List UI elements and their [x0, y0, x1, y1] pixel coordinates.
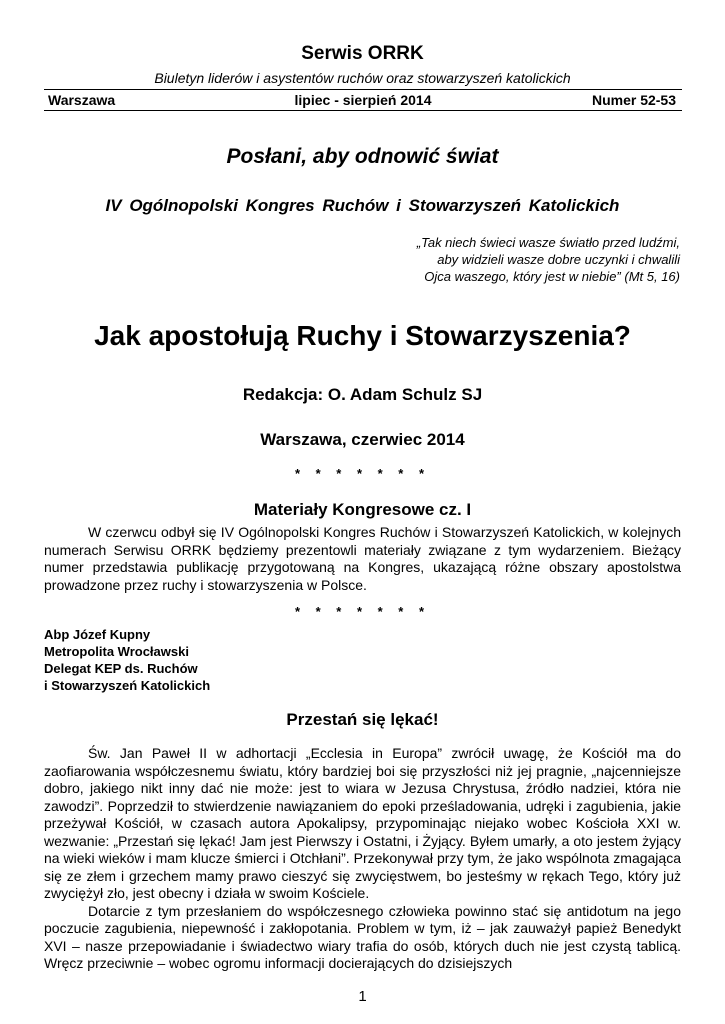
bulletin-title: Serwis ORRK [301, 43, 424, 64]
author-role: i Stowarzyszeń Katolickich [44, 678, 211, 693]
quote-line: Ojca waszego, który jest w niebie” (Mt 5, 16) [424, 269, 680, 284]
paragraph-text: Św. Jan Paweł II w adhortacji „Ecclesia in Europa” zwrócił uwagę, że Kościół ma do zaofiarowania współczesnemu światu, który bardziej boi się przyszłości niż jej pragnie, „najcenniejsze dobro, jakiego nikt inny dać nie może: jest to wiara w Jezusa Chrystusa, źródło nadziei, która nie zawodzi”. Poprzedził to stwierdzenie nawiązaniem do epoki prześladowania, udręki i zagubienia, jakie przeżywał Kościół, w czasach autora Apokalipsy, przypominając niejako wobec Kościoła XXI w. wezwanie: „Przestań się lękać! Jam jest Pierwszy i Ostatni, i Żyjący. Byłem umarły, a oto jestem żyjący na wieki wieków i mam klucze śmierci i Otchłani”. Przekonywał przy tym, że jako wspólnota zmagająca się ze złem i grzechem mamy prawo cieszyć się zwycięstwem, bo jesteśmy w rękach Tego, który już zwyciężył zło, jest obecny i działa w swoim Kościele. [44, 745, 681, 901]
bulletin-subtitle: Biuletyn liderów i asystentów ruchów oraz stowarzyszeń katolickich [154, 70, 571, 86]
quote-line: aby widzieli wasze dobre uczynki i chwalili [437, 252, 680, 267]
author-role: Delegat KEP ds. Ruchów [44, 661, 198, 676]
place-date: Warszawa, czerwiec 2014 [260, 430, 465, 449]
issue-info-bar [44, 89, 682, 111]
author-name: Abp Józef Kupny [44, 627, 151, 642]
issue-number: Numer 52-53 [591, 92, 676, 108]
bible-quote [417, 234, 680, 285]
issue-date: lipiec - sierpień 2014 [294, 92, 432, 108]
author-role: Metropolita Wrocławski [44, 644, 189, 659]
paragraph-text: Dotarcie z tym przesłaniem do współczesnego człowieka powinno stać się antidotum na jego poczucie zagubienia, niepewność i zakłopotania. Problem w tym, iż – jak zauważył papież Benedykt XVI – nasze przepowiadanie i świadectwo wiary trafia do osób, których duch nie jest czystą tablicą. Wręcz przeciwnie – wobec ogromu informacji docierających do dzisiejszych [44, 902, 681, 971]
author-block [44, 626, 210, 694]
congress-title: IV Ogólnopolski Kongres Ruchów i Stowarzyszeń Katolickich [105, 196, 620, 215]
page-number: 1 [358, 988, 367, 1005]
issue-city: Warszawa [48, 92, 116, 108]
separator-stars: * * * * * * * [294, 604, 431, 619]
materials-paragraph [44, 524, 681, 594]
main-title: Jak apostołują Ruchy i Stowarzyszenia? [94, 320, 631, 351]
editor-line: Redakcja: O. Adam Schulz SJ [242, 385, 483, 404]
article-body [44, 745, 681, 973]
separator-stars: * * * * * * * [294, 466, 431, 481]
article-heading: Przestań się lękać! [286, 710, 439, 729]
materials-heading: Materiały Kongresowe cz. I [253, 500, 472, 519]
quote-line: „Tak niech świeci wasze światło przed ludźmi, [416, 235, 680, 250]
paragraph-text: W czerwcu odbył się IV Ogólnopolski Kongres Ruchów i Stowarzyszeń Katolickich, w kolejnych numerach Serwisu ORRK będziemy prezentowli materiały związane z tym wydarzeniem. Bieżący numer przedstawia publikację przygotowaną na Kongres, ukazającą różne obszary apostolstwa prowadzone przez ruchy i stowarzyszenia w Polsce. [44, 524, 681, 593]
theme-title: Posłani, aby odnowić świat [226, 145, 499, 168]
